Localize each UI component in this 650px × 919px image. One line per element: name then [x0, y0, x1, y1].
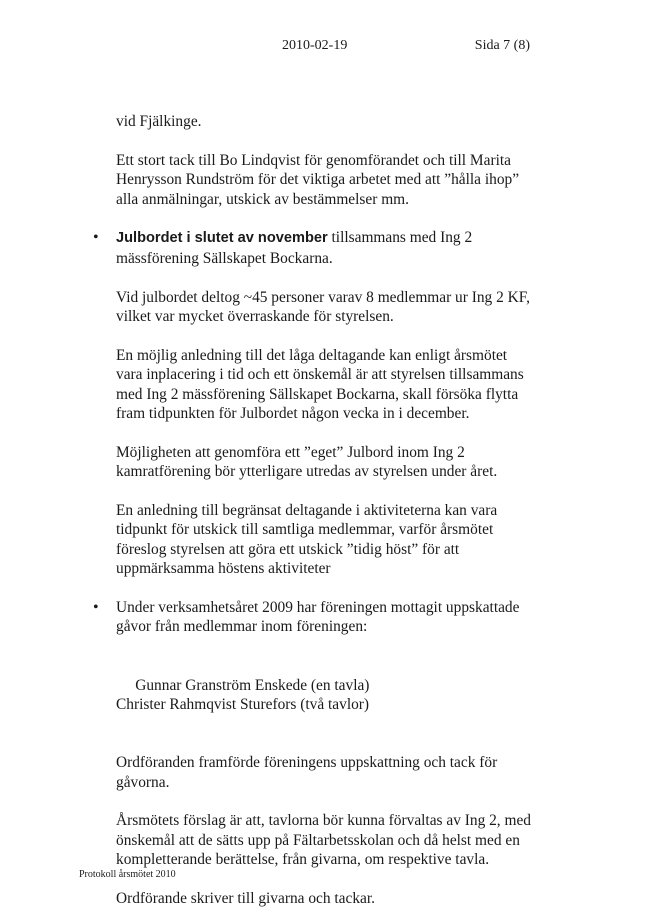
paragraph-donors	[116, 656, 536, 734]
text-line: vilket var mycket överraskande för styrelsen.	[116, 308, 394, 326]
footer-text: Protokoll årsmötet 2010	[79, 869, 176, 880]
text-line: Ett stort tack till Bo Lindqvist för genomförandet och till Marita	[116, 151, 511, 169]
text-line: Möjligheten att genomföra ett ”eget” Julbord inom Ing 2	[116, 443, 465, 461]
bullet-icon: •	[93, 229, 99, 247]
paragraph-fjalkinge: vid Fjälkinge.	[116, 113, 202, 130]
text-line: alla anmälningar, utskick av bestämmelser mm.	[116, 190, 410, 208]
text-line: önskemål att de sätts upp på Fältarbetsskolan och då helst med en	[116, 831, 520, 849]
donor-line: Gunnar Granström Enskede (en tavla)	[131, 676, 370, 694]
text-line: tidpunkt för utskick till samtliga medlemmar, varför årsmötet	[116, 521, 494, 539]
paragraph-limited-participation	[116, 501, 536, 579]
document-body	[93, 112, 536, 908]
header-page-number: Sida 7 (8)	[474, 38, 530, 53]
text-line: Henrysson Rundström för det viktiga arbetet med att ”hålla ihop”	[116, 171, 520, 189]
paragraph-final: Ordförande skriver till givarna och tackar.	[116, 890, 375, 908]
text-line: mässförening Sällskapet Bockarna.	[116, 249, 333, 267]
text-line: Ordföranden framförde föreningens uppskattning och tack för	[116, 754, 498, 772]
text-line: Årsmötets förslag är att, tavlorna bör kunna förvaltas av Ing 2, med	[116, 812, 531, 830]
text-line: gåvorna.	[116, 773, 170, 791]
paragraph-proposal	[116, 811, 536, 869]
bold-heading: Julbordet i slutet av november	[116, 230, 328, 247]
text-line: med Ing 2 mässförening Sällskapet Bockarna, skall försöka flytta	[116, 385, 519, 403]
donor-line: Christer Rahmqvist Sturefors (två tavlor)	[116, 696, 370, 714]
paragraph-own-julbord	[116, 443, 536, 482]
header-date: 2010-02-19	[282, 38, 348, 53]
text-line: föreslog styrelsen att göra ett utskick ”tidig höst” för att	[116, 540, 460, 558]
text-line: Vid julbordet deltog ~45 personer varav 8 medlemmar ur Ing 2 KF,	[116, 288, 530, 306]
paragraph-thanks	[116, 151, 536, 209]
text-line: En anledning till begränsat deltagande i aktiviteterna kan vara	[116, 502, 498, 520]
bullet-item-julbord	[93, 228, 536, 268]
text-line: kamratförening bör ytterligare utredas av styrelsen under året.	[116, 463, 498, 481]
text-line: En möjlig anledning till det låga deltagande kan enligt årsmötet	[116, 346, 508, 364]
text-line: gåvor från medlemmar inom föreningen:	[116, 618, 368, 636]
text-line: tillsammans med Ing 2	[327, 229, 473, 247]
paragraph-attendance	[116, 288, 536, 327]
text-line: kompletterande berättelse, från givarna, om respektive tavla.	[116, 851, 490, 869]
text-line: fram tidpunkten för Julbordet någon vecka in i december.	[116, 405, 470, 423]
paragraph-reason	[116, 346, 536, 424]
text-line: Under verksamhetsåret 2009 har föreningen mottagit uppskattade	[116, 599, 520, 617]
bullet-item-gifts	[93, 598, 536, 637]
text-line: uppmärksamma höstens aktiviteter	[116, 560, 331, 578]
bullet-icon: •	[93, 599, 99, 617]
text-line: vara inplacering i tid och ett önskemål är att styrelsen tillsammans	[116, 366, 524, 384]
paragraph-chairman-thanks	[116, 753, 536, 792]
